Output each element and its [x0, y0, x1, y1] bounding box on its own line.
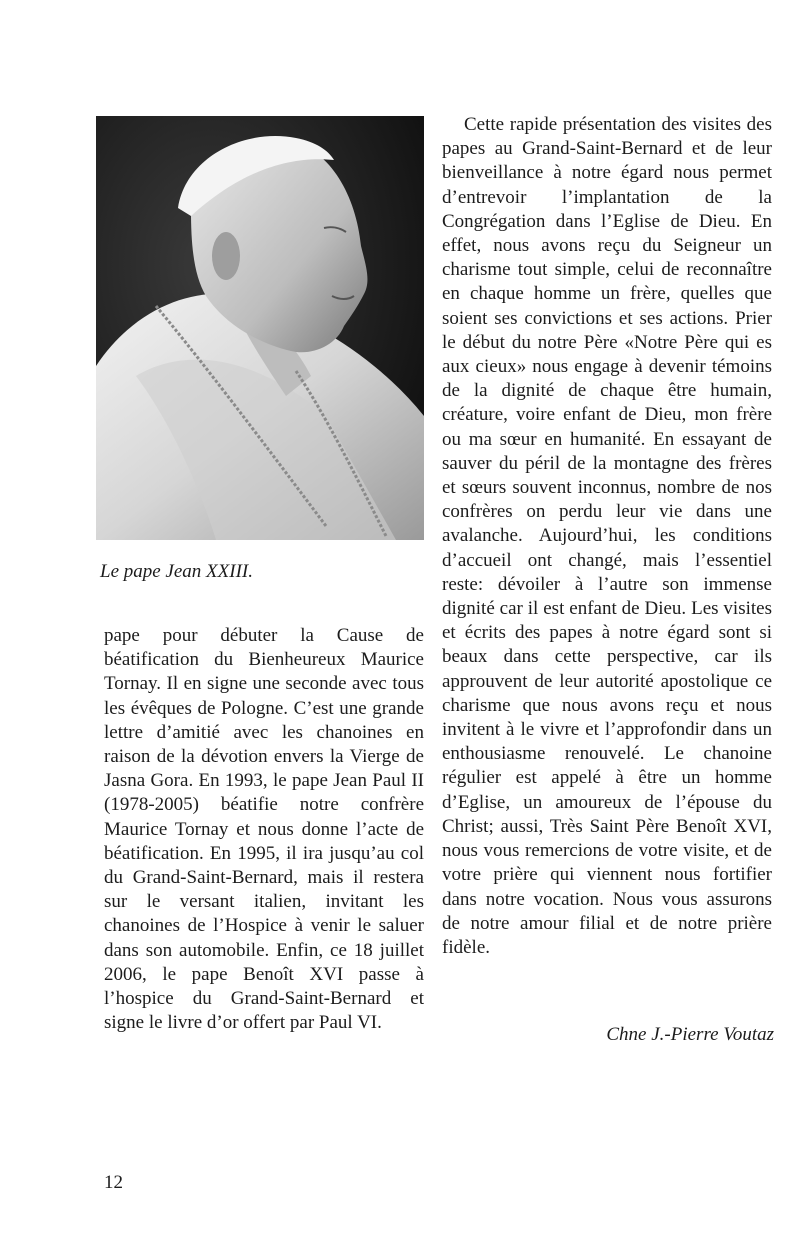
right-column-text: Cette rapide présentation des visites des papes au Grand-Saint-Bernard et de leur bienveillance à notre égard nous permet d’entrevoir l’implantation de la Congrégation dans l’Eglise de Dieu. En effet, nous avons reçu du Seigneur un charisme tout simple, celui de reconnaître en chaque homme un frère, quelles que soient ses convictions et ses actions. Prier le début du notre Père «Notre Père qui es aux cieux» nous engage à devenir témoins de la dignité de chaque être humain, créature, voire enfant de Dieu, mon frère ou ma sœur en humanité. En essayant de sauver du péril de la montagne des frères et sœurs souvent inconnus, nombre de nos confrères on perdu leur vie dans une avalanche. Aujourd’hui, les conditions d’accueil ont changé, mais l’essentiel reste: dévoiler à l’autre son immense dignité car il est enfant de Dieu. Les visites et écrits des papes à notre égard sont si beaux dans cette perspective, car ils approuvent de leur autorité apostolique ce charisme que nous avons reçu et nous invitent à le vivre et l’approfondir dans un enthousiasme renouvelé. Le chanoine régulier est appelé à être un homme d’Eglise, un amoureux de l’épouse du Christ; aussi, Très Saint Père Benoît XVI, nous vous remercions de votre visite, et de votre prière qui viennent nous fortifier dans notre vocation. Nous vous assurons de notre amour filial et de notre prière fidèle.: [442, 114, 772, 958]
pope-portrait-photo: [96, 116, 424, 540]
page-number: 12: [104, 1172, 123, 1193]
author-signature: Chne J.-Pierre Voutaz: [606, 1024, 774, 1045]
pope-portrait-illustration: [96, 116, 424, 540]
left-column-text: pape pour débuter la Cause de béatification du Bienheureux Maurice Tornay. Il en signe une seconde avec tous les évêques de Pologne. C’est une grande lettre d’amitié avec les chanoines en raison de la dévotion envers la Vierge de Jasna Gora. En 1993, le pape Jean Paul II (1978-2005) béatifie notre confrère Maurice Tornay et nous donne l’acte de béatification. En 1995, il ira jusqu’au col du Grand-Saint-Bernard, mais il restera sur le versant italien, invitant les chanoines de l’Hospice à venir le saluer dans son automobile. Enfin, ce 18 juillet 2006, le pape Benoît XVI passe à l’hospice du Grand-Saint-Bernard et signe le livre d’or offert par Paul VI.: [104, 625, 424, 1034]
photo-caption: Le pape Jean XXIII.: [100, 561, 253, 582]
